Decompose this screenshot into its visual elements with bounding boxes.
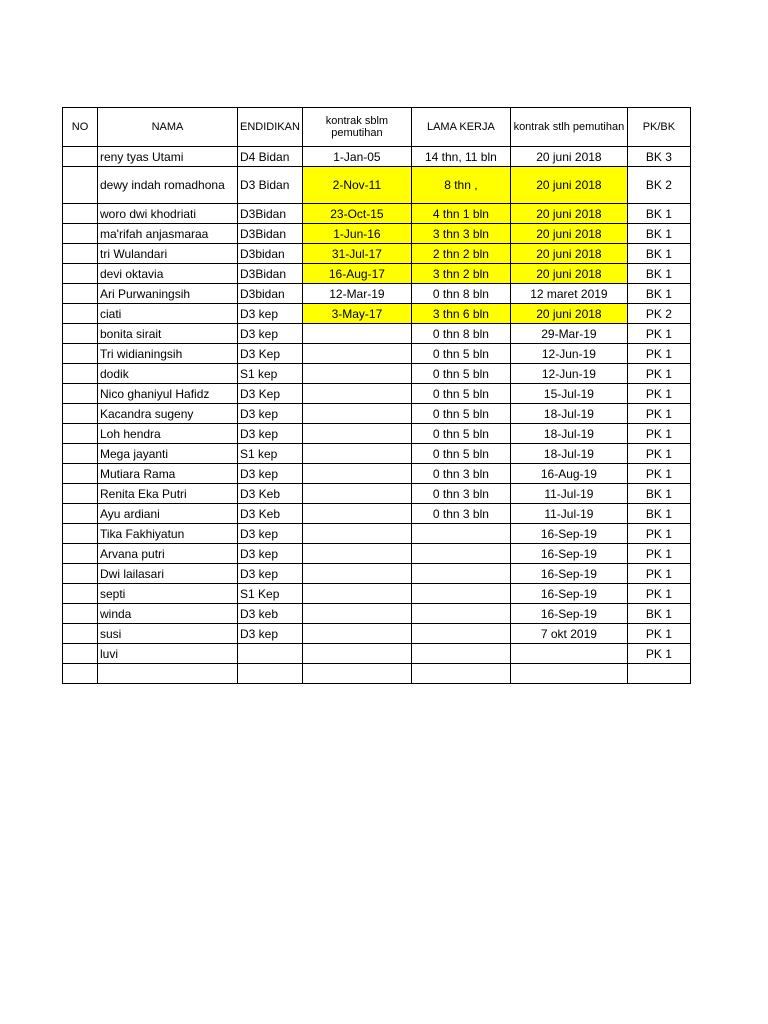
cell-kontrak-stlh[interactable]: 20 juni 2018 xyxy=(510,304,627,324)
header-no[interactable]: NO xyxy=(63,108,98,147)
cell-pkbk[interactable]: BK 1 xyxy=(627,504,690,524)
cell-nama[interactable]: devi oktavia xyxy=(98,264,238,284)
cell-pendidikan[interactable]: D4 Bidan xyxy=(238,147,303,167)
cell-pendidikan[interactable]: D3 Bidan xyxy=(238,167,303,204)
cell-nama[interactable]: reny tyas Utami xyxy=(98,147,238,167)
cell-pkbk[interactable]: BK 1 xyxy=(627,604,690,624)
table-row xyxy=(63,484,691,504)
employee-contract-table xyxy=(62,107,691,684)
table-row xyxy=(63,324,691,344)
cell-nama[interactable]: Tika Fakhiyatun xyxy=(98,524,238,544)
cell-kontrak-sblm[interactable] xyxy=(302,344,411,364)
cell-kontrak-sblm[interactable] xyxy=(302,524,411,544)
cell-lama-kerja[interactable] xyxy=(411,584,510,604)
cell-kontrak-stlh[interactable]: 20 juni 2018 xyxy=(510,264,627,284)
cell-pkbk[interactable]: PK 1 xyxy=(627,624,690,644)
cell-lama-kerja[interactable]: 0 thn 3 bln xyxy=(411,484,510,504)
cell-pkbk[interactable]: BK 1 xyxy=(627,484,690,504)
cell-kontrak-stlh[interactable]: 29-Mar-19 xyxy=(510,324,627,344)
cell-pendidikan[interactable]: S1 Kep xyxy=(238,584,303,604)
cell-pkbk[interactable]: BK 1 xyxy=(627,264,690,284)
cell-pendidikan[interactable]: D3Bidan xyxy=(238,204,303,224)
header-kontrak-stlh[interactable]: kontrak stlh pemutihan xyxy=(510,108,627,147)
cell-pendidikan[interactable]: D3 kep xyxy=(238,424,303,444)
table-row xyxy=(63,664,691,684)
cell-pendidikan[interactable]: D3 kep xyxy=(238,324,303,344)
cell-no[interactable] xyxy=(63,624,98,644)
cell-pendidikan[interactable]: D3 kep xyxy=(238,564,303,584)
cell-kontrak-sblm[interactable]: 23-Oct-15 xyxy=(302,204,411,224)
cell-lama-kerja[interactable] xyxy=(411,624,510,644)
table-row xyxy=(63,147,691,167)
cell-nama[interactable]: dewy indah romadhona xyxy=(98,167,238,204)
cell-nama[interactable]: Renita Eka Putri xyxy=(98,484,238,504)
cell-kontrak-sblm[interactable] xyxy=(302,584,411,604)
cell-pkbk[interactable]: BK 2 xyxy=(627,167,690,204)
cell-pendidikan[interactable]: D3 Keb xyxy=(238,484,303,504)
cell-lama-kerja[interactable] xyxy=(411,604,510,624)
table-row xyxy=(63,444,691,464)
table-row xyxy=(63,264,691,284)
cell-pendidikan[interactable]: S1 kep xyxy=(238,444,303,464)
cell-kontrak-sblm[interactable] xyxy=(302,604,411,624)
cell-kontrak-sblm[interactable] xyxy=(302,364,411,384)
cell-pkbk[interactable]: PK 1 xyxy=(627,544,690,564)
cell-no[interactable] xyxy=(63,604,98,624)
table-row xyxy=(63,644,691,664)
cell-kontrak-sblm[interactable]: 1-Jan-05 xyxy=(302,147,411,167)
cell-kontrak-stlh[interactable] xyxy=(510,664,627,684)
cell-pendidikan[interactable]: D3Bidan xyxy=(238,224,303,244)
cell-nama[interactable]: Mutiara Rama xyxy=(98,464,238,484)
cell-pkbk[interactable]: PK 1 xyxy=(627,324,690,344)
cell-nama[interactable]: Ari Purwaningsih xyxy=(98,284,238,304)
cell-lama-kerja[interactable]: 4 thn 1 bln xyxy=(411,204,510,224)
table-row xyxy=(63,524,691,544)
header-row xyxy=(63,108,691,147)
cell-kontrak-sblm[interactable] xyxy=(302,544,411,564)
cell-kontrak-sblm[interactable] xyxy=(302,644,411,664)
cell-kontrak-stlh[interactable]: 16-Sep-19 xyxy=(510,584,627,604)
cell-pendidikan[interactable]: S1 kep xyxy=(238,364,303,384)
cell-pendidikan[interactable]: D3 Kep xyxy=(238,384,303,404)
cell-lama-kerja[interactable] xyxy=(411,664,510,684)
cell-kontrak-sblm[interactable] xyxy=(302,504,411,524)
table-row xyxy=(63,364,691,384)
cell-kontrak-sblm[interactable] xyxy=(302,324,411,344)
table-row xyxy=(63,624,691,644)
cell-lama-kerja[interactable]: 3 thn 2 bln xyxy=(411,264,510,284)
cell-kontrak-stlh[interactable]: 12 maret 2019 xyxy=(510,284,627,304)
cell-lama-kerja[interactable]: 3 thn 3 bln xyxy=(411,224,510,244)
cell-kontrak-stlh[interactable]: 16-Sep-19 xyxy=(510,604,627,624)
cell-pendidikan[interactable]: D3Bidan xyxy=(238,264,303,284)
cell-lama-kerja[interactable]: 14 thn, 11 bln xyxy=(411,147,510,167)
cell-no[interactable] xyxy=(63,404,98,424)
cell-kontrak-stlh[interactable]: 18-Jul-19 xyxy=(510,404,627,424)
cell-nama[interactable]: Ayu ardiani xyxy=(98,504,238,524)
cell-lama-kerja[interactable] xyxy=(411,644,510,664)
table-row xyxy=(63,464,691,484)
cell-no[interactable] xyxy=(63,584,98,604)
cell-pendidikan[interactable]: D3 kep xyxy=(238,404,303,424)
cell-no[interactable] xyxy=(63,664,98,684)
cell-lama-kerja[interactable]: 0 thn 3 bln xyxy=(411,464,510,484)
cell-nama[interactable]: Tri widianingsih xyxy=(98,344,238,364)
cell-pendidikan[interactable]: D3 kep xyxy=(238,464,303,484)
table-row xyxy=(63,544,691,564)
cell-no[interactable] xyxy=(63,224,98,244)
cell-nama[interactable]: Nico ghaniyul Hafidz xyxy=(98,384,238,404)
cell-pkbk[interactable]: PK 1 xyxy=(627,524,690,544)
cell-nama[interactable]: bonita sirait xyxy=(98,324,238,344)
cell-nama[interactable]: susi xyxy=(98,624,238,644)
cell-no[interactable] xyxy=(63,424,98,444)
cell-no[interactable] xyxy=(63,644,98,664)
cell-pkbk[interactable]: BK 1 xyxy=(627,284,690,304)
cell-no[interactable] xyxy=(63,544,98,564)
table-row xyxy=(63,284,691,304)
cell-nama[interactable]: winda xyxy=(98,604,238,624)
table-row xyxy=(63,344,691,364)
cell-kontrak-stlh[interactable]: 20 juni 2018 xyxy=(510,204,627,224)
cell-pkbk[interactable]: PK 1 xyxy=(627,644,690,664)
cell-no[interactable] xyxy=(63,464,98,484)
table-row xyxy=(63,584,691,604)
cell-no[interactable] xyxy=(63,204,98,224)
table-row xyxy=(63,424,691,444)
header-lama-kerja[interactable]: LAMA KERJA xyxy=(411,108,510,147)
table-row xyxy=(63,384,691,404)
cell-kontrak-sblm[interactable] xyxy=(302,444,411,464)
cell-no[interactable] xyxy=(63,264,98,284)
cell-kontrak-stlh[interactable]: 20 juni 2018 xyxy=(510,147,627,167)
cell-no[interactable] xyxy=(63,304,98,324)
cell-nama[interactable]: septi xyxy=(98,584,238,604)
cell-no[interactable] xyxy=(63,484,98,504)
cell-nama[interactable]: Kacandra sugeny xyxy=(98,404,238,424)
cell-kontrak-sblm[interactable] xyxy=(302,624,411,644)
cell-pendidikan[interactable]: D3 Kep xyxy=(238,344,303,364)
cell-kontrak-sblm[interactable]: 31-Jul-17 xyxy=(302,244,411,264)
header-pendidikan[interactable]: ENDIDIKAN xyxy=(238,108,303,147)
cell-kontrak-stlh[interactable]: 16-Aug-19 xyxy=(510,464,627,484)
table-row xyxy=(63,404,691,424)
cell-nama[interactable]: dodik xyxy=(98,364,238,384)
cell-pendidikan[interactable]: D3 kep xyxy=(238,304,303,324)
table-row xyxy=(63,504,691,524)
cell-nama[interactable]: Arvana putri xyxy=(98,544,238,564)
cell-kontrak-sblm[interactable]: 12-Mar-19 xyxy=(302,284,411,304)
cell-no[interactable] xyxy=(63,524,98,544)
cell-kontrak-stlh[interactable]: 16-Sep-19 xyxy=(510,544,627,564)
cell-nama[interactable]: Mega jayanti xyxy=(98,444,238,464)
cell-pkbk[interactable]: BK 1 xyxy=(627,204,690,224)
cell-pkbk[interactable]: PK 1 xyxy=(627,404,690,424)
cell-lama-kerja[interactable]: 8 thn , xyxy=(411,167,510,204)
cell-kontrak-stlh[interactable]: 11-Jul-19 xyxy=(510,484,627,504)
cell-kontrak-sblm[interactable]: 16-Aug-17 xyxy=(302,264,411,284)
cell-kontrak-stlh[interactable] xyxy=(510,644,627,664)
cell-kontrak-stlh[interactable]: 12-Jun-19 xyxy=(510,344,627,364)
cell-kontrak-stlh[interactable]: 7 okt 2019 xyxy=(510,624,627,644)
cell-no[interactable] xyxy=(63,444,98,464)
cell-kontrak-stlh[interactable]: 16-Sep-19 xyxy=(510,524,627,544)
cell-pkbk[interactable]: BK 1 xyxy=(627,224,690,244)
cell-lama-kerja[interactable]: 0 thn 5 bln xyxy=(411,424,510,444)
cell-pkbk[interactable]: BK 3 xyxy=(627,147,690,167)
table-row xyxy=(63,167,691,204)
cell-no[interactable] xyxy=(63,344,98,364)
cell-pkbk[interactable]: PK 1 xyxy=(627,584,690,604)
cell-lama-kerja[interactable]: 0 thn 5 bln xyxy=(411,404,510,424)
cell-kontrak-stlh[interactable]: 11-Jul-19 xyxy=(510,504,627,524)
cell-pendidikan[interactable]: D3 kep xyxy=(238,524,303,544)
cell-nama[interactable] xyxy=(98,664,238,684)
cell-pendidikan[interactable] xyxy=(238,664,303,684)
cell-kontrak-stlh[interactable]: 20 juni 2018 xyxy=(510,244,627,264)
cell-no[interactable] xyxy=(63,504,98,524)
cell-kontrak-sblm[interactable] xyxy=(302,384,411,404)
cell-kontrak-sblm[interactable]: 3-May-17 xyxy=(302,304,411,324)
table-row xyxy=(63,564,691,584)
cell-nama[interactable]: Loh hendra xyxy=(98,424,238,444)
cell-pendidikan[interactable]: D3bidan xyxy=(238,244,303,264)
cell-lama-kerja[interactable]: 0 thn 5 bln xyxy=(411,364,510,384)
cell-pendidikan[interactable]: D3bidan xyxy=(238,284,303,304)
cell-no[interactable] xyxy=(63,324,98,344)
cell-lama-kerja[interactable] xyxy=(411,544,510,564)
cell-pkbk[interactable]: PK 1 xyxy=(627,444,690,464)
table-row xyxy=(63,204,691,224)
cell-pkbk[interactable]: PK 1 xyxy=(627,384,690,404)
table-row xyxy=(63,224,691,244)
cell-pendidikan[interactable]: D3 kep xyxy=(238,544,303,564)
cell-lama-kerja[interactable] xyxy=(411,524,510,544)
cell-no[interactable] xyxy=(63,147,98,167)
cell-kontrak-stlh[interactable]: 18-Jul-19 xyxy=(510,424,627,444)
cell-nama[interactable]: ciati xyxy=(98,304,238,324)
cell-nama[interactable]: woro dwi khodriati xyxy=(98,204,238,224)
cell-pkbk[interactable]: PK 1 xyxy=(627,344,690,364)
cell-kontrak-stlh[interactable]: 15-Jul-19 xyxy=(510,384,627,404)
cell-kontrak-stlh[interactable]: 16-Sep-19 xyxy=(510,564,627,584)
cell-kontrak-stlh[interactable]: 12-Jun-19 xyxy=(510,364,627,384)
cell-lama-kerja[interactable]: 2 thn 2 bln xyxy=(411,244,510,264)
cell-no[interactable] xyxy=(63,564,98,584)
cell-lama-kerja[interactable]: 0 thn 8 bln xyxy=(411,324,510,344)
cell-lama-kerja[interactable]: 0 thn 8 bln xyxy=(411,284,510,304)
cell-no[interactable] xyxy=(63,244,98,264)
cell-lama-kerja[interactable]: 0 thn 5 bln xyxy=(411,444,510,464)
cell-pendidikan[interactable]: D3 keb xyxy=(238,604,303,624)
cell-kontrak-sblm[interactable] xyxy=(302,564,411,584)
cell-nama[interactable]: tri Wulandari xyxy=(98,244,238,264)
cell-lama-kerja[interactable]: 0 thn 3 bln xyxy=(411,504,510,524)
header-pkbk[interactable]: PK/BK xyxy=(627,108,690,147)
cell-pkbk[interactable]: PK 1 xyxy=(627,424,690,444)
table-row xyxy=(63,244,691,264)
cell-nama[interactable]: Dwi lailasari xyxy=(98,564,238,584)
cell-nama[interactable]: ma'rifah anjasmaraa xyxy=(98,224,238,244)
cell-nama[interactable]: luvi xyxy=(98,644,238,664)
cell-pendidikan[interactable] xyxy=(238,644,303,664)
cell-kontrak-sblm[interactable]: 1-Jun-16 xyxy=(302,224,411,244)
cell-no[interactable] xyxy=(63,384,98,404)
cell-pkbk[interactable]: PK 2 xyxy=(627,304,690,324)
table-row xyxy=(63,304,691,324)
table-row xyxy=(63,604,691,624)
cell-kontrak-stlh[interactable]: 20 juni 2018 xyxy=(510,167,627,204)
cell-kontrak-stlh[interactable]: 18-Jul-19 xyxy=(510,444,627,464)
header-nama[interactable]: NAMA xyxy=(98,108,238,147)
cell-pkbk[interactable]: PK 1 xyxy=(627,464,690,484)
cell-no[interactable] xyxy=(63,364,98,384)
cell-kontrak-stlh[interactable]: 20 juni 2018 xyxy=(510,224,627,244)
cell-pkbk[interactable]: PK 1 xyxy=(627,564,690,584)
cell-pkbk[interactable]: BK 1 xyxy=(627,244,690,264)
cell-pendidikan[interactable]: D3 Keb xyxy=(238,504,303,524)
cell-lama-kerja[interactable]: 0 thn 5 bln xyxy=(411,344,510,364)
cell-kontrak-sblm[interactable] xyxy=(302,404,411,424)
cell-pkbk[interactable]: PK 1 xyxy=(627,364,690,384)
cell-lama-kerja[interactable]: 3 thn 6 bln xyxy=(411,304,510,324)
cell-kontrak-sblm[interactable] xyxy=(302,664,411,684)
cell-kontrak-sblm[interactable] xyxy=(302,484,411,504)
cell-lama-kerja[interactable] xyxy=(411,564,510,584)
cell-kontrak-sblm[interactable] xyxy=(302,424,411,444)
cell-no[interactable] xyxy=(63,284,98,304)
cell-lama-kerja[interactable]: 0 thn 5 bln xyxy=(411,384,510,404)
cell-pkbk[interactable] xyxy=(627,664,690,684)
cell-pendidikan[interactable]: D3 kep xyxy=(238,624,303,644)
cell-no[interactable] xyxy=(63,167,98,204)
cell-kontrak-sblm[interactable] xyxy=(302,464,411,484)
cell-kontrak-sblm[interactable]: 2-Nov-11 xyxy=(302,167,411,204)
header-kontrak-sblm[interactable]: kontrak sblm pemutihan xyxy=(302,108,411,147)
